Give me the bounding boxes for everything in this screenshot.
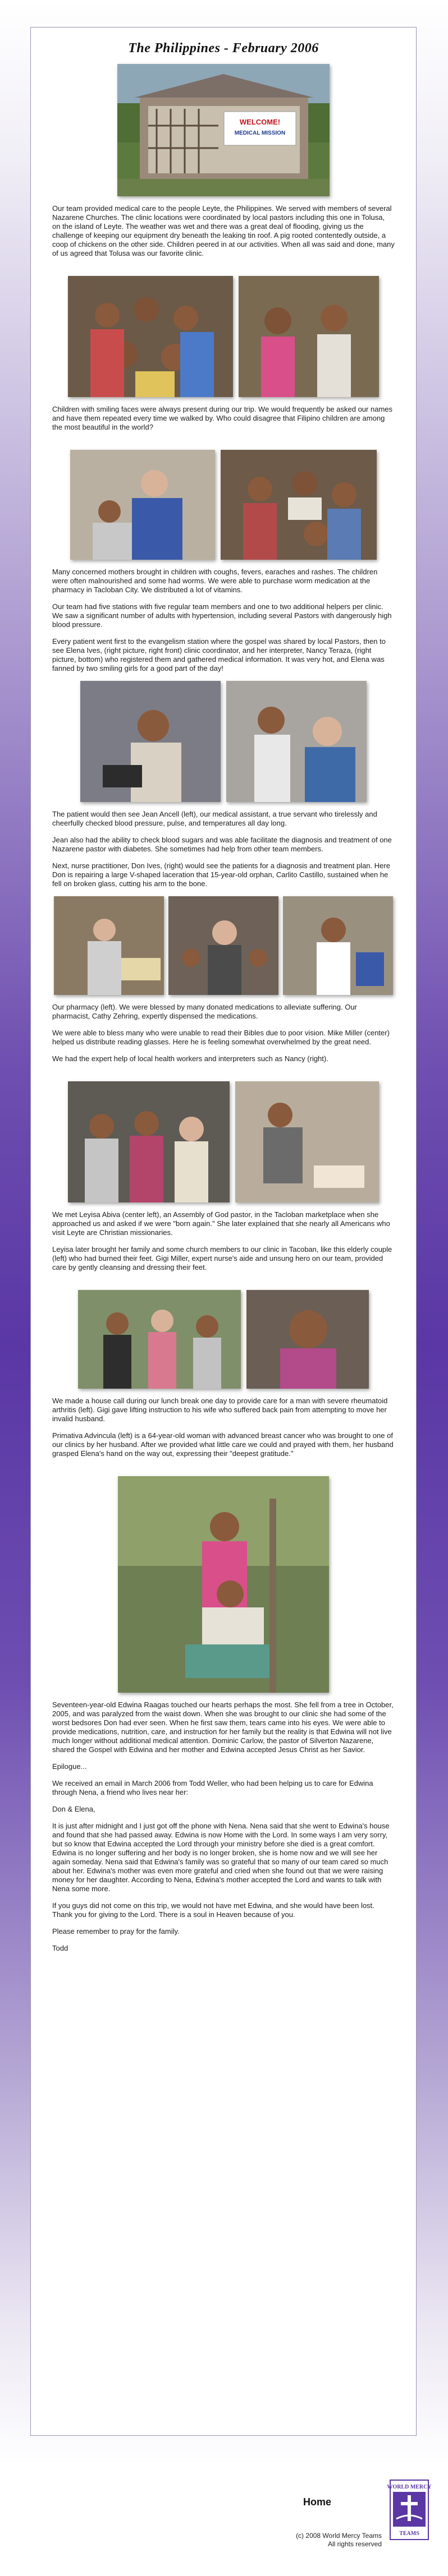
mothers-photo-left bbox=[70, 450, 215, 560]
paragraph: Every patient went first to the evangelism station where the gospel was shared by local Pastors, then to see Elena Ives, (right picture, right front) clinic coordinator, and her interpreter, Nancy Teraza, (right picture, bottom) who registered them and gathered medical information. It was very hot, and Elena was fanned by two smiling girls for a good part of the day! bbox=[52, 637, 386, 672]
paragraph: We made a house call during our lunch break one day to provide care for a man with severe rheumatoid arthritis (left). Gigi gave lifting instruction to his wife who suffered back pain from attempting to move her invalid husband. bbox=[52, 1397, 388, 1423]
copyright-notice bbox=[241, 2532, 382, 2549]
world-mercy-teams-logo bbox=[387, 2480, 432, 2540]
home-link[interactable]: Home bbox=[303, 2496, 332, 2508]
jean-ancell-photo bbox=[80, 681, 221, 802]
leyisa-abiva-photo bbox=[68, 1081, 230, 1202]
house-call-photo bbox=[78, 1290, 241, 1389]
paragraph: Jean also had the ability to check blood sugars and was able facilitate the diagnosis and treatment of one Nazarene pastor with diabetes. She sometimes had help from other team members. bbox=[52, 836, 392, 853]
children-photo-right bbox=[239, 276, 379, 397]
paragraph: It is just after midnight and I just got off the phone with Nena. Nena said that she went to Edwina's house and found that she had passed away. Edwina is now Home with the Lord. In some ways I am very sorry, but so know that Edwina accepted the Lord through your ministry before she died is a great comfort. Edwina is no longer suffering and her body is no longer broken, she is home now and we will see her again someday. Nena said that Edwina's family was so grateful that so many of our team cared so much about her. Edwina's mother was even more grateful and cried when she found out that we were raising money for her daughter. According to Nena, Edwina's mother accepted the Lord and wants to talk with Nena some more. bbox=[52, 1822, 390, 1893]
page-title: The Philippines - February 2006 bbox=[128, 41, 319, 56]
don-ives-photo bbox=[226, 681, 367, 802]
paragraph: Our team had five stations with five regular team members and one to two additional helpers per clinic. We saw a significant number of adults with hypertension, including several Pastors with dangerously high blood pressure. bbox=[52, 602, 392, 629]
content-page bbox=[30, 27, 417, 2436]
paragraph: Seventeen-year-old Edwina Raagas touched our hearts perhaps the most. She fell from a tree in October, 2005, and was paralyzed from the waist down. When she was brought to our clinic she had some of the worst bedsores Don had ever seen. When he first saw them, tears came into his eyes. We were able to provide medications, nutrition, care, and instruction for her family but the reality is that Edwina will not live much longer without additional medical attention. Dominic Carlow, the pastor of Silverton Nazarene, shared the Gospel with Edwina and her mother and Edwina accepted Jesus Christ as her Savior. bbox=[52, 1701, 394, 1754]
paragraph: The patient would then see Jean Ancell (left), our medical assistant, a true servant who tirelessly and cheerfully checked blood pressure, pulse, and temperatures all day long. bbox=[52, 810, 377, 827]
paragraph: We had the expert help of local health workers and interpreters such as Nancy (right). bbox=[52, 1054, 328, 1063]
copyright-text: (c) 2008 World Mercy Teams bbox=[296, 2532, 382, 2540]
paragraph: Primativa Advincula (left) is a 64-year-old woman with advanced breast cancer who was brought to one of our clinics by her husband. After we provided what little care we could and prayed with them, her husband grasped Elena's hand on the way out, expressing their "deepest gratitude." bbox=[52, 1431, 394, 1458]
paragraph: Our pharmacy (left). We were blessed by many donated medications to alleviate suffering. Our pharmacist, Cathy Zehring, expertly dispensed the medications. bbox=[52, 1003, 357, 1020]
paragraph: We met Leyisa Abiva (center left), an Assembly of God pastor, in the Tacloban marketplace when she approached us and asked if we were "born again." She later explained that she nearly all Americans who visit Leyte are Christian missionaries. bbox=[52, 1210, 390, 1237]
children-photo-left bbox=[68, 276, 233, 397]
paragraph: If you guys did not come on this trip, we would not have met Edwina, and she would have been lost. Thank you for giving to the Lord. There is a soul in Heaven because of you. bbox=[52, 1901, 374, 1919]
paragraph: Todd bbox=[52, 1944, 68, 1952]
clinic-building-photo bbox=[117, 64, 330, 196]
pharmacy-photo bbox=[54, 896, 164, 995]
banner-mission: MEDICAL MISSION bbox=[234, 130, 286, 136]
paragraph: Please remember to pray for the family. bbox=[52, 1927, 180, 1936]
mothers-photo-right bbox=[221, 450, 377, 560]
interpreter-photo bbox=[283, 896, 393, 995]
paragraph: Don & Elena, bbox=[52, 1805, 95, 1813]
paragraph: We received an email in March 2006 from Todd Weller, who had been helping us to care for Edwina through Nena, a friend who lives near her: bbox=[52, 1779, 373, 1796]
paragraph: Leyisa later brought her family and some church members to our clinic in Tacoban, like this elderly couple (left) who had burned their feet. Gigi Miller, expert nurse's aide and unsung hero on our team, provided care by gently cleansing and dressing their feet. bbox=[52, 1245, 392, 1271]
paragraph: Children with smiling faces were always present during our trip. We would frequently be asked our names and have them repeated every time we walked by. Who could disagree that Filipino children are among the most beautiful in the world? bbox=[52, 405, 392, 431]
paragraph: Next, nurse practitioner, Don Ives, (right) would see the patients for a diagnosis and treatment plan. Here Don is repairing a large V-shaped laceration that 15-year-old orphan, Carlito Castillo, sustained when he fell on broken glass, cutting his arm to the bone. bbox=[52, 861, 390, 888]
primativa-advincula-photo bbox=[246, 1290, 369, 1389]
paragraph: We were able to bless many who were unable to read their Bibles due to poor vision. Mike Miller (center) helped us distribute reading glasses. Here he is feeling somewhat overwhelmed by the great need. bbox=[52, 1029, 390, 1046]
svg-text:WORLD MERCY: WORLD MERCY bbox=[387, 2484, 432, 2490]
paragraph: Many concerned mothers brought in children with coughs, fevers, earaches and rashes. The children were often malnourished and some had worms. We were able to purchase worm medication at the pharmacy in Tacloban City. We distributed a lot of vitamins. bbox=[52, 568, 378, 594]
paragraph: Our team provided medical care to the people Leyte, the Philippines. We served with members of several Nazarene Churches. The clinic locations were coordinated by local pastors including this one in Tolusa, on the island of Leyte. The weather was wet and there was a great deal of flooding, giving us the challenge of keeping our equipment dry beneath the leaking tin roof. A pig rooted contentedly outside, a coop of chickens on the other side. Children peered in at our activities. When all was said and done, many of us agreed that Tolusa was our favorite clinic. bbox=[52, 204, 395, 257]
banner-welcome: WELCOME! bbox=[239, 118, 281, 126]
rights-text: All rights reserved bbox=[327, 2540, 382, 2548]
paragraph: Epilogue... bbox=[52, 1762, 87, 1771]
edwina-photo bbox=[118, 1476, 329, 1693]
svg-text:TEAMS: TEAMS bbox=[399, 2531, 419, 2537]
burned-feet-photo bbox=[235, 1081, 379, 1202]
reading-glasses-photo bbox=[168, 896, 278, 995]
